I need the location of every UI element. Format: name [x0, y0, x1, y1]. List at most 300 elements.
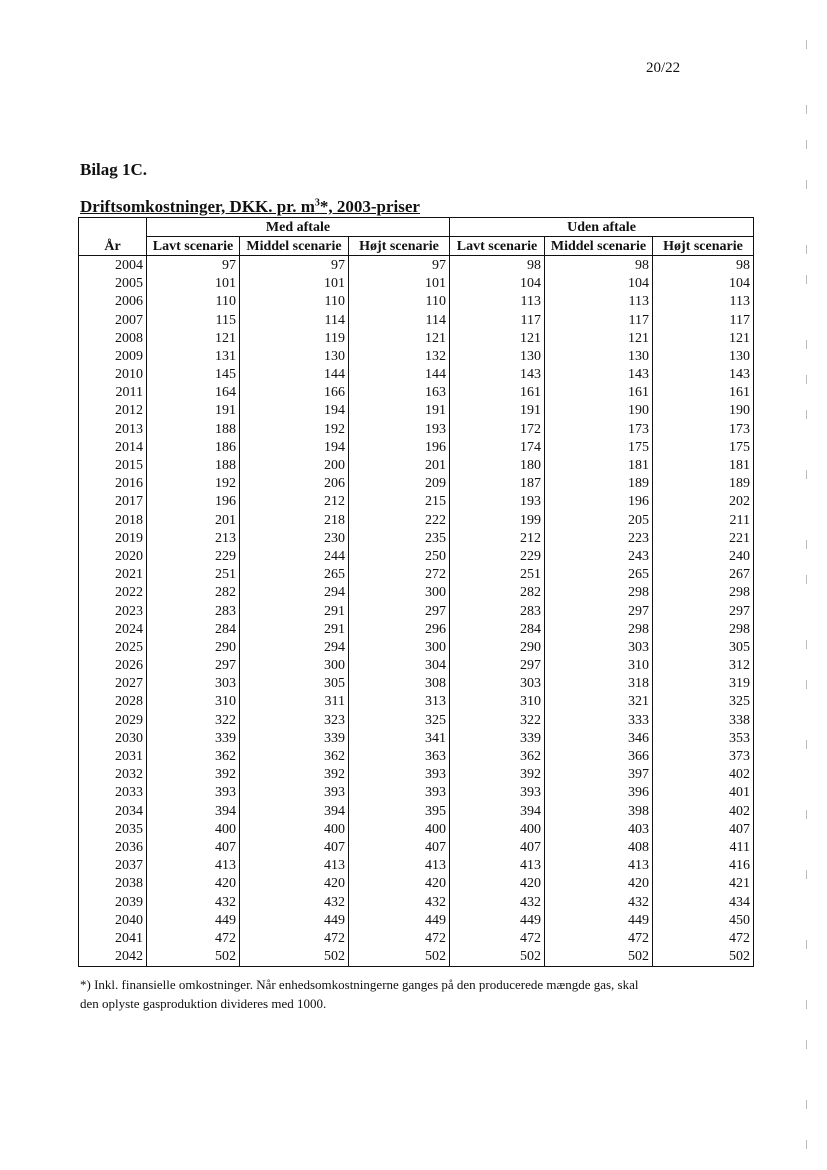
- value-cell: 393: [147, 784, 240, 802]
- year-cell: 2033: [79, 784, 147, 802]
- table-row: [79, 256, 754, 275]
- year-cell: 2026: [79, 657, 147, 675]
- value-cell: 144: [349, 366, 450, 384]
- table-row: [79, 657, 754, 675]
- value-cell: 403: [545, 820, 653, 838]
- value-cell: 322: [450, 711, 545, 729]
- year-cell: 2027: [79, 675, 147, 693]
- value-cell: 407: [349, 838, 450, 856]
- value-cell: 190: [653, 402, 754, 420]
- value-cell: 283: [450, 602, 545, 620]
- year-cell: 2034: [79, 802, 147, 820]
- value-cell: 121: [450, 329, 545, 347]
- value-cell: 251: [147, 566, 240, 584]
- value-cell: 400: [147, 820, 240, 838]
- value-cell: 400: [349, 820, 450, 838]
- value-cell: 346: [545, 729, 653, 747]
- value-cell: 130: [653, 347, 754, 365]
- value-cell: 240: [653, 547, 754, 565]
- value-cell: 413: [450, 857, 545, 875]
- group-header-with-agreement: Med aftale: [147, 218, 450, 237]
- table-row: [79, 766, 754, 784]
- value-cell: 172: [450, 420, 545, 438]
- group-header-without-agreement: Uden aftale: [450, 218, 754, 237]
- value-cell: 212: [240, 493, 349, 511]
- table-title-rest: *, 2003-priser: [319, 197, 420, 216]
- value-cell: 209: [349, 475, 450, 493]
- value-cell: 97: [349, 256, 450, 275]
- table-row: [79, 784, 754, 802]
- value-cell: 366: [545, 747, 653, 765]
- value-cell: 206: [240, 475, 349, 493]
- value-cell: 319: [653, 675, 754, 693]
- table-row: [79, 693, 754, 711]
- value-cell: 194: [240, 402, 349, 420]
- value-cell: 212: [450, 529, 545, 547]
- value-cell: 402: [653, 802, 754, 820]
- value-cell: 449: [450, 911, 545, 929]
- table-row: [79, 857, 754, 875]
- value-cell: 98: [545, 256, 653, 275]
- value-cell: 121: [545, 329, 653, 347]
- value-cell: 101: [147, 275, 240, 293]
- value-cell: 191: [147, 402, 240, 420]
- table-title-main: Driftsomkostninger, DKK. pr. m: [80, 197, 315, 216]
- year-cell: 2040: [79, 911, 147, 929]
- value-cell: 392: [240, 766, 349, 784]
- table-row: [79, 802, 754, 820]
- value-cell: 143: [545, 366, 653, 384]
- value-cell: 98: [653, 256, 754, 275]
- value-cell: 164: [147, 384, 240, 402]
- value-cell: 297: [450, 657, 545, 675]
- value-cell: 119: [240, 329, 349, 347]
- value-cell: 115: [147, 311, 240, 329]
- year-cell: 2008: [79, 329, 147, 347]
- value-cell: 305: [240, 675, 349, 693]
- year-cell: 2022: [79, 584, 147, 602]
- value-cell: 97: [240, 256, 349, 275]
- value-cell: 181: [653, 456, 754, 474]
- year-cell: 2037: [79, 857, 147, 875]
- scenario-header-row: [79, 237, 754, 256]
- value-cell: 294: [240, 584, 349, 602]
- value-cell: 432: [450, 893, 545, 911]
- value-cell: 395: [349, 802, 450, 820]
- value-cell: 173: [545, 420, 653, 438]
- value-cell: 432: [349, 893, 450, 911]
- year-cell: 2014: [79, 438, 147, 456]
- appendix-title: Bilag 1C.: [80, 160, 148, 179]
- scan-margin-marks: [806, 40, 818, 1160]
- table-row: [79, 584, 754, 602]
- value-cell: 121: [349, 329, 450, 347]
- value-cell: 502: [349, 948, 450, 967]
- value-cell: 407: [653, 820, 754, 838]
- year-cell: 2004: [79, 256, 147, 275]
- value-cell: 215: [349, 493, 450, 511]
- value-cell: 393: [349, 784, 450, 802]
- value-cell: 402: [653, 766, 754, 784]
- value-cell: 294: [240, 638, 349, 656]
- value-cell: 166: [240, 384, 349, 402]
- value-cell: 353: [653, 729, 754, 747]
- table-row: [79, 511, 754, 529]
- value-cell: 421: [653, 875, 754, 893]
- value-cell: 114: [240, 311, 349, 329]
- table-row: [79, 329, 754, 347]
- value-cell: 396: [545, 784, 653, 802]
- value-cell: 192: [240, 420, 349, 438]
- value-cell: 449: [545, 911, 653, 929]
- table-row: [79, 566, 754, 584]
- value-cell: 420: [240, 875, 349, 893]
- value-cell: 420: [450, 875, 545, 893]
- table-row: [79, 275, 754, 293]
- column-header: Lavt scenarie: [450, 237, 545, 256]
- value-cell: 393: [349, 766, 450, 784]
- value-cell: 101: [240, 275, 349, 293]
- value-cell: 502: [450, 948, 545, 967]
- value-cell: 338: [653, 711, 754, 729]
- value-cell: 297: [147, 657, 240, 675]
- table-row: [79, 929, 754, 947]
- value-cell: 472: [545, 929, 653, 947]
- value-cell: 408: [545, 838, 653, 856]
- value-cell: 310: [147, 693, 240, 711]
- year-cell: 2013: [79, 420, 147, 438]
- value-cell: 362: [240, 747, 349, 765]
- value-cell: 313: [349, 693, 450, 711]
- value-cell: 283: [147, 602, 240, 620]
- value-cell: 101: [349, 275, 450, 293]
- value-cell: 325: [653, 693, 754, 711]
- value-cell: 303: [545, 638, 653, 656]
- footnote: [80, 975, 720, 1013]
- value-cell: 284: [147, 620, 240, 638]
- value-cell: 175: [545, 438, 653, 456]
- value-cell: 420: [545, 875, 653, 893]
- value-cell: 362: [147, 747, 240, 765]
- table-row: [79, 493, 754, 511]
- value-cell: 221: [653, 529, 754, 547]
- value-cell: 321: [545, 693, 653, 711]
- value-cell: 472: [653, 929, 754, 947]
- table-row: [79, 711, 754, 729]
- value-cell: 300: [349, 584, 450, 602]
- value-cell: 188: [147, 420, 240, 438]
- column-header: Lavt scenarie: [147, 237, 240, 256]
- value-cell: 113: [450, 293, 545, 311]
- value-cell: 251: [450, 566, 545, 584]
- value-cell: 291: [240, 620, 349, 638]
- value-cell: 250: [349, 547, 450, 565]
- table-row: [79, 948, 754, 967]
- value-cell: 193: [450, 493, 545, 511]
- year-cell: 2010: [79, 366, 147, 384]
- year-cell: 2028: [79, 693, 147, 711]
- value-cell: 121: [653, 329, 754, 347]
- year-cell: 2023: [79, 602, 147, 620]
- value-cell: 186: [147, 438, 240, 456]
- year-cell: 2016: [79, 475, 147, 493]
- value-cell: 191: [450, 402, 545, 420]
- value-cell: 297: [545, 602, 653, 620]
- year-cell: 2038: [79, 875, 147, 893]
- value-cell: 300: [240, 657, 349, 675]
- value-cell: 416: [653, 857, 754, 875]
- year-cell: 2018: [79, 511, 147, 529]
- table-title-superscript: 3: [314, 197, 320, 209]
- value-cell: 413: [349, 857, 450, 875]
- value-cell: 291: [240, 602, 349, 620]
- table-row: [79, 293, 754, 311]
- value-cell: 472: [240, 929, 349, 947]
- value-cell: 394: [240, 802, 349, 820]
- year-cell: 2035: [79, 820, 147, 838]
- value-cell: 407: [147, 838, 240, 856]
- value-cell: 449: [240, 911, 349, 929]
- value-cell: 363: [349, 747, 450, 765]
- year-cell: 2011: [79, 384, 147, 402]
- value-cell: 298: [653, 584, 754, 602]
- value-cell: 117: [450, 311, 545, 329]
- value-cell: 339: [240, 729, 349, 747]
- value-cell: 305: [653, 638, 754, 656]
- value-cell: 110: [240, 293, 349, 311]
- value-cell: 143: [450, 366, 545, 384]
- value-cell: 244: [240, 547, 349, 565]
- value-cell: 284: [450, 620, 545, 638]
- value-cell: 322: [147, 711, 240, 729]
- value-cell: 189: [545, 475, 653, 493]
- value-cell: 420: [147, 875, 240, 893]
- value-cell: 104: [545, 275, 653, 293]
- value-cell: 187: [450, 475, 545, 493]
- value-cell: 175: [653, 438, 754, 456]
- table-row: [79, 311, 754, 329]
- value-cell: 235: [349, 529, 450, 547]
- table-row: [79, 438, 754, 456]
- value-cell: 117: [653, 311, 754, 329]
- value-cell: 211: [653, 511, 754, 529]
- value-cell: 113: [653, 293, 754, 311]
- value-cell: 130: [450, 347, 545, 365]
- column-header: Højt scenarie: [349, 237, 450, 256]
- value-cell: 310: [545, 657, 653, 675]
- footnote-line-1: *) Inkl. finansielle omkostninger. Når enhedsomkostningerne ganges på den producerede mængde gas, skal: [80, 977, 639, 992]
- value-cell: 202: [653, 493, 754, 511]
- year-cell: 2009: [79, 347, 147, 365]
- footnote-line-2: den oplyste gasproduktion divideres med 1000.: [80, 996, 327, 1011]
- value-cell: 97: [147, 256, 240, 275]
- year-cell: 2012: [79, 402, 147, 420]
- value-cell: 502: [147, 948, 240, 967]
- year-cell: 2029: [79, 711, 147, 729]
- table-row: [79, 529, 754, 547]
- value-cell: 174: [450, 438, 545, 456]
- value-cell: 223: [545, 529, 653, 547]
- value-cell: 472: [450, 929, 545, 947]
- value-cell: 161: [450, 384, 545, 402]
- value-cell: 192: [147, 475, 240, 493]
- value-cell: 121: [147, 329, 240, 347]
- value-cell: 290: [147, 638, 240, 656]
- year-cell: 2030: [79, 729, 147, 747]
- value-cell: 229: [450, 547, 545, 565]
- table-row: [79, 875, 754, 893]
- operating-costs-table: [78, 217, 754, 967]
- value-cell: 282: [450, 584, 545, 602]
- value-cell: 180: [450, 456, 545, 474]
- year-cell: 2031: [79, 747, 147, 765]
- value-cell: 200: [240, 456, 349, 474]
- value-cell: 181: [545, 456, 653, 474]
- year-cell: 2017: [79, 493, 147, 511]
- year-cell: 2006: [79, 293, 147, 311]
- value-cell: 308: [349, 675, 450, 693]
- value-cell: 222: [349, 511, 450, 529]
- value-cell: 472: [349, 929, 450, 947]
- value-cell: 173: [653, 420, 754, 438]
- value-cell: 243: [545, 547, 653, 565]
- value-cell: 502: [240, 948, 349, 967]
- table-row: [79, 602, 754, 620]
- value-cell: 104: [653, 275, 754, 293]
- value-cell: 298: [545, 620, 653, 638]
- value-cell: 303: [450, 675, 545, 693]
- value-cell: 282: [147, 584, 240, 602]
- value-cell: 304: [349, 657, 450, 675]
- value-cell: 213: [147, 529, 240, 547]
- table-row: [79, 747, 754, 765]
- value-cell: 196: [147, 493, 240, 511]
- table-row: [79, 820, 754, 838]
- column-header: Middel scenarie: [545, 237, 653, 256]
- year-cell: 2005: [79, 275, 147, 293]
- value-cell: 201: [349, 456, 450, 474]
- value-cell: 434: [653, 893, 754, 911]
- value-cell: 114: [349, 311, 450, 329]
- year-cell: 2015: [79, 456, 147, 474]
- value-cell: 407: [240, 838, 349, 856]
- year-cell: 2039: [79, 893, 147, 911]
- table-row: [79, 838, 754, 856]
- table-row: [79, 366, 754, 384]
- year-cell: 2042: [79, 948, 147, 967]
- value-cell: 432: [240, 893, 349, 911]
- value-cell: 229: [147, 547, 240, 565]
- value-cell: 144: [240, 366, 349, 384]
- value-cell: 450: [653, 911, 754, 929]
- value-cell: 230: [240, 529, 349, 547]
- value-cell: 145: [147, 366, 240, 384]
- table-row: [79, 420, 754, 438]
- value-cell: 191: [349, 402, 450, 420]
- value-cell: 310: [450, 693, 545, 711]
- value-cell: 161: [653, 384, 754, 402]
- value-cell: 110: [349, 293, 450, 311]
- value-cell: 300: [349, 638, 450, 656]
- year-cell: 2024: [79, 620, 147, 638]
- value-cell: 393: [450, 784, 545, 802]
- year-column-header: År: [79, 218, 147, 256]
- value-cell: 373: [653, 747, 754, 765]
- table-row: [79, 347, 754, 365]
- value-cell: 502: [545, 948, 653, 967]
- value-cell: 311: [240, 693, 349, 711]
- value-cell: 110: [147, 293, 240, 311]
- year-cell: 2020: [79, 547, 147, 565]
- year-cell: 2021: [79, 566, 147, 584]
- value-cell: 132: [349, 347, 450, 365]
- value-cell: 272: [349, 566, 450, 584]
- value-cell: 392: [450, 766, 545, 784]
- value-cell: 199: [450, 511, 545, 529]
- value-cell: 117: [545, 311, 653, 329]
- value-cell: 339: [147, 729, 240, 747]
- table-row: [79, 456, 754, 474]
- value-cell: 296: [349, 620, 450, 638]
- year-cell: 2007: [79, 311, 147, 329]
- table-row: [79, 547, 754, 565]
- value-cell: 333: [545, 711, 653, 729]
- table-row: [79, 893, 754, 911]
- value-cell: 502: [653, 948, 754, 967]
- table-row: [79, 638, 754, 656]
- value-cell: 297: [653, 602, 754, 620]
- value-cell: 163: [349, 384, 450, 402]
- value-cell: 339: [450, 729, 545, 747]
- value-cell: 318: [545, 675, 653, 693]
- page-number: 20/22: [646, 60, 681, 76]
- value-cell: 298: [653, 620, 754, 638]
- value-cell: 303: [147, 675, 240, 693]
- value-cell: 190: [545, 402, 653, 420]
- value-cell: 205: [545, 511, 653, 529]
- value-cell: 432: [147, 893, 240, 911]
- column-header: Højt scenarie: [653, 237, 754, 256]
- value-cell: 298: [545, 584, 653, 602]
- value-cell: 341: [349, 729, 450, 747]
- value-cell: 143: [653, 366, 754, 384]
- value-cell: 98: [450, 256, 545, 275]
- value-cell: 104: [450, 275, 545, 293]
- value-cell: 394: [450, 802, 545, 820]
- value-cell: 407: [450, 838, 545, 856]
- table-body: [79, 256, 754, 966]
- value-cell: 392: [147, 766, 240, 784]
- value-cell: 325: [349, 711, 450, 729]
- table-title: [80, 197, 420, 217]
- value-cell: 413: [240, 857, 349, 875]
- value-cell: 400: [450, 820, 545, 838]
- value-cell: 267: [653, 566, 754, 584]
- value-cell: 432: [545, 893, 653, 911]
- value-cell: 218: [240, 511, 349, 529]
- year-cell: 2041: [79, 929, 147, 947]
- table-row: [79, 675, 754, 693]
- value-cell: 201: [147, 511, 240, 529]
- value-cell: 265: [240, 566, 349, 584]
- value-cell: 400: [240, 820, 349, 838]
- value-cell: 394: [147, 802, 240, 820]
- table-row: [79, 729, 754, 747]
- value-cell: 194: [240, 438, 349, 456]
- value-cell: 297: [349, 602, 450, 620]
- value-cell: 401: [653, 784, 754, 802]
- value-cell: 449: [147, 911, 240, 929]
